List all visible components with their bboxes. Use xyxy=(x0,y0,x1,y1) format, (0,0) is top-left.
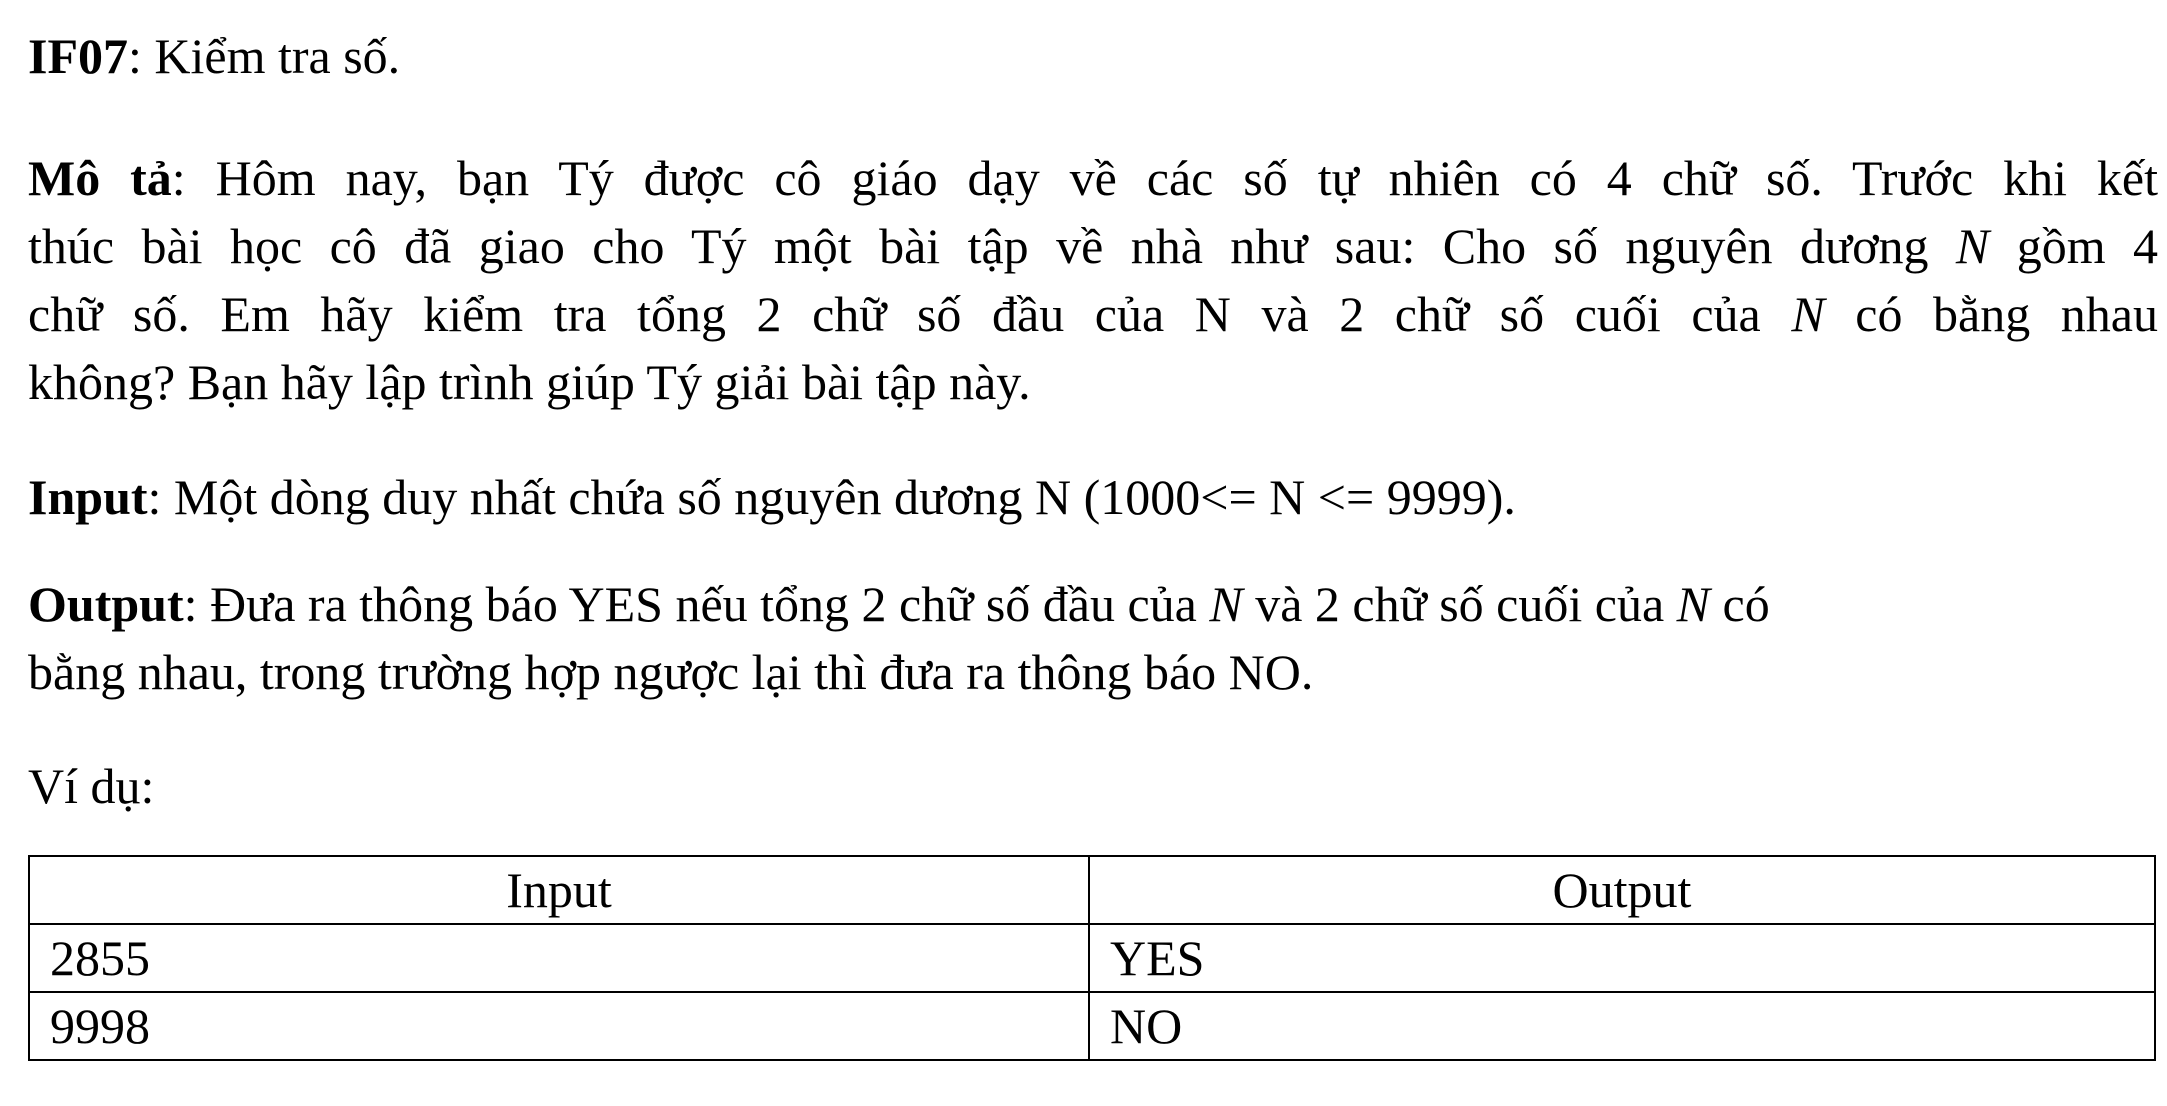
description-text: không? Bạn hãy lập trình giúp Tý giải bài tập này. xyxy=(28,354,1031,410)
input-spec xyxy=(28,463,1516,531)
table-cell-input: 9998 xyxy=(29,992,1089,1060)
output-spec xyxy=(28,570,2158,706)
output-label: Output xyxy=(28,576,184,632)
output-spec-text: : Đưa ra thông báo YES nếu tổng 2 chữ số đầu của xyxy=(183,576,1210,632)
table-header-row xyxy=(29,856,2155,924)
table-cell-output: YES xyxy=(1089,924,2155,992)
description-line-1 xyxy=(28,144,2158,212)
description-text: có bằng nhau xyxy=(1824,286,2159,342)
variable-n: N xyxy=(1791,286,1825,342)
description-text: gồm 4 xyxy=(1989,218,2158,274)
description-text: chữ số. Em hãy kiểm tra tổng 2 chữ số đầu của N và 2 chữ số cuối của xyxy=(28,286,1792,342)
output-spec-line-1 xyxy=(28,570,2158,638)
table-header-input: Input xyxy=(29,856,1089,924)
example-label: Ví dụ: xyxy=(28,758,155,814)
variable-n: N xyxy=(1955,218,1990,274)
variable-n: N xyxy=(1676,576,1710,632)
description-line-4 xyxy=(28,348,2158,416)
description-section xyxy=(28,144,2158,416)
problem-title xyxy=(28,22,400,90)
table-row xyxy=(29,992,2155,1060)
problem-code: IF07 xyxy=(28,28,128,84)
problem-title-text: : Kiểm tra số. xyxy=(128,28,401,84)
description-text: thúc bài học cô đã giao cho Tý một bài tập về nhà như sau: Cho số nguyên dương xyxy=(28,218,1956,274)
input-spec-text: : Một dòng duy nhất chứa số nguyên dương N (1000<= N <= 9999). xyxy=(147,469,1516,525)
description-text: : Hôm nay, bạn Tý được cô giáo dạy về các số tự nhiên có 4 chữ số. Trước khi kết xyxy=(171,150,2159,206)
table-header-output: Output xyxy=(1089,856,2155,924)
description-label: Mô tả xyxy=(28,150,172,206)
example-table xyxy=(28,855,2156,1061)
table-row xyxy=(29,924,2155,992)
output-spec-text: có xyxy=(1710,576,1770,632)
input-label: Input xyxy=(28,469,148,525)
table-cell-input: 2855 xyxy=(29,924,1089,992)
description-line-2 xyxy=(28,212,2158,280)
variable-n: N xyxy=(1209,576,1243,632)
output-spec-line-2 xyxy=(28,638,2158,706)
output-spec-text: và 2 chữ số cuối của xyxy=(1242,576,1677,632)
description-line-3 xyxy=(28,280,2158,348)
table-cell-output: NO xyxy=(1089,992,2155,1060)
output-spec-text: bằng nhau, trong trường hợp ngược lại thì đưa ra thông báo NO. xyxy=(28,644,1314,700)
